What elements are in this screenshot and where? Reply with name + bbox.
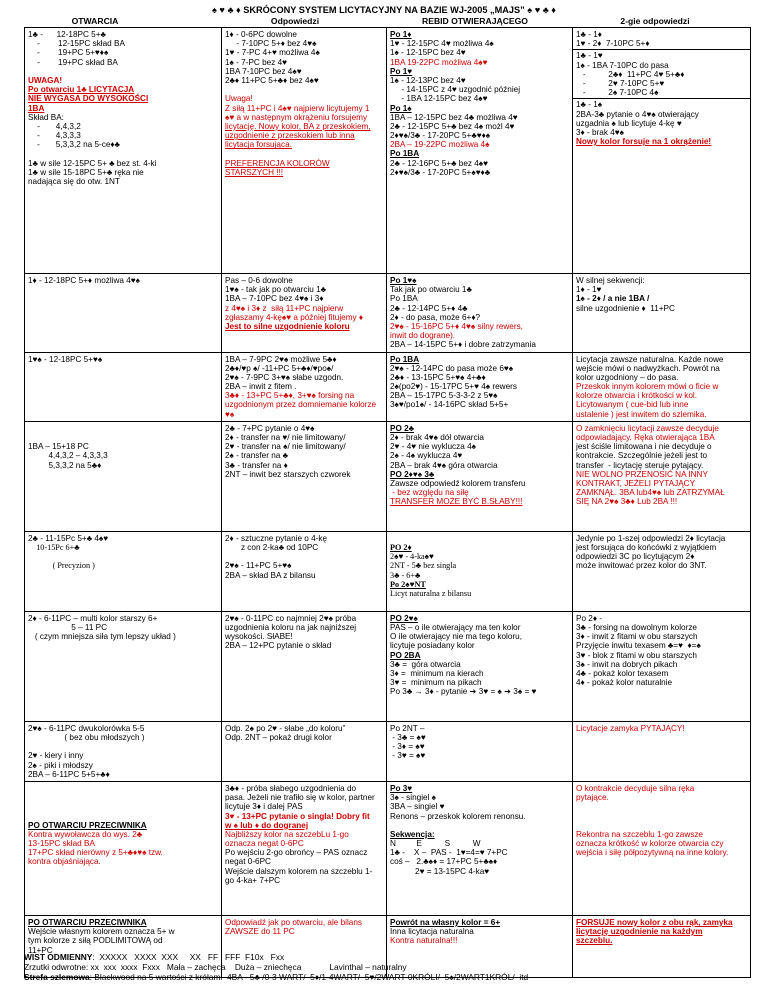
- cell-line: licytuje posiadany kolor: [390, 641, 475, 651]
- cell-line: Rekontra na szczeblu 1-go zawsze: [576, 829, 703, 839]
- cell-line: [28, 149, 218, 158]
- cell-line: uzgodnionym przez domniemanie kolorze: [225, 400, 377, 410]
- footer-text-wist: : XXXXX XXXX XXX XX FF FFF F10x Fxx: [92, 952, 285, 962]
- cell-line: szczeblu.: [576, 936, 613, 946]
- cell-line: w ♠ lub ♦ do dogranej: [225, 820, 309, 830]
- cell-line: Przyjęcie inwitu texasem ♣=♥ ♦=♠: [576, 641, 701, 651]
- cell-line: 2♥♠ - 0-11PC co najmniej 2♥♠ próba: [225, 613, 357, 623]
- cell-line: 2♥♠ - 7-9PC 3+♥♠ słabe uzgodn.: [225, 372, 344, 382]
- cell-line: Licyt naturalna z bilansu: [390, 588, 472, 598]
- cell-line: Wejście dalszym kolorem na szczeblu 1-: [225, 866, 373, 876]
- cell-c4: [573, 28, 751, 274]
- system-row: [25, 421, 751, 531]
- cell-line: licytację. Nowy kolor, BA z przeskokiem,: [225, 121, 371, 131]
- cell-line: O kontrakcie decyduje silna ręka: [576, 783, 695, 793]
- footer-label-wist: WIST ODMIENNY: [24, 952, 93, 962]
- cell-line: 3♦ = minimum na kierach: [390, 668, 484, 678]
- cell-line: z con 2-ka♣ od 10PC: [225, 543, 319, 552]
- cell-line: 1♠ - 12-15PC bez 4♥: [390, 48, 466, 58]
- cell-line: TRANSFER MOŻE BYĆ B.SŁABY!!!: [390, 497, 523, 507]
- cell-line: 1♥ - 2♦ 7-10PC 5+♦: [576, 39, 650, 49]
- cell-c4: [573, 274, 751, 353]
- cell-c3: [387, 421, 573, 531]
- cell-line: uzgadnia ♠ lub licytuje 4-kę ♥: [576, 118, 682, 128]
- cell-line: - 14-15PC z 4♥ uzgodnić później: [390, 85, 521, 95]
- cell-line: W silnej sekwencji:: [576, 276, 645, 285]
- cell-line: 1♠ - 7-PC bez 4♥: [225, 57, 287, 67]
- cell-line: SIĘ NA 2♥♠ 3♣♦ Lub 2BA !!!: [576, 497, 678, 507]
- cell-line: 1BA 7-10PC bez 4♠♥: [225, 66, 302, 76]
- cell-line: Po 1BA: [390, 294, 418, 304]
- cell-c1: [25, 781, 222, 915]
- cell-line: zgłaszamy 4-kę♠♥ a później fitujemy ♦: [225, 312, 364, 322]
- cell-line: 3♥ - blok z fitami w obu starszych: [576, 650, 697, 660]
- cell-line: 1♦ - 12-18PC 5+♦ możliwa 4♥♠: [28, 276, 140, 285]
- cell-line: - 5,3,3,2 na 5-ce♦♣: [28, 140, 120, 150]
- cell-line: Kontra naturalna!!!: [390, 936, 458, 946]
- header-opening: OTWARCIA: [71, 16, 119, 26]
- footer-text-strefa: : Blackwood na 5 wartości z królami 4BA - 5♣ /0-3 WART/ 5♦/1-4WART/ 5♥/2WART-0KRÓLI/ 5♠/2WART1KRÓL/ itd: [89, 972, 529, 983]
- cell-line: [28, 742, 218, 751]
- system-row: [25, 781, 751, 915]
- cell-divider: [573, 49, 750, 50]
- cell-line: - 19+PC 5+♥♦♠: [28, 48, 109, 58]
- cell-line: 2♠ - transfer na ♣: [225, 451, 288, 461]
- cell-line: Najbliższy kolor na szczebLu 1-go: [225, 829, 349, 839]
- cell-line: 2♠ - 4♠ wyklucza 4♥: [390, 451, 463, 461]
- cell-line: Po 1♠: [390, 103, 412, 113]
- cell-c4: [573, 781, 751, 915]
- cell-line: Odp. 2♠ po 2♥ - słabe „do koloru”: [225, 723, 346, 733]
- cell-line: Inna licytacja naturalna: [390, 927, 474, 937]
- cell-line: Licytowanym ( cue-bid lub inne: [576, 400, 689, 410]
- cell-line: 2BA – 19-22PC możliwa 4♠: [390, 140, 490, 150]
- cell-line: uzgodnienia koloru na jak najniższej: [225, 623, 357, 632]
- cell-line: 1BA – 15+18 PC: [28, 442, 89, 452]
- cell-line: 2BA – inwit z fitem .: [225, 382, 297, 392]
- cell-line: [28, 424, 218, 433]
- cell-line: 2♥♠ - 11+PC 5+♥♠: [225, 561, 292, 571]
- cell-line: UWAGA!: [28, 75, 63, 85]
- cell-c3: [387, 274, 573, 353]
- cell-line: 2♠ - piki i młodszy: [28, 760, 93, 770]
- cell-line: odpowiedzi 3C po licytującym 2♦: [576, 552, 695, 562]
- cell-c3: [387, 781, 573, 915]
- footer-line-wist: [24, 952, 764, 962]
- cell-line: PO OTWARCIU PRZECIWNIKA: [28, 820, 147, 830]
- cell-line: - 2♠ 7-10PC 4♠: [576, 88, 659, 98]
- cell-line: 2NT - 5♣ bez singla: [390, 561, 457, 571]
- cell-line: - 2♣♦ 11+PC 4♥ 5+♣♦: [576, 69, 685, 79]
- cell-line: 1♦ - 1♥: [576, 285, 602, 295]
- cell-c2: [222, 611, 387, 721]
- cell-line: 2♣ - 12-14PC 5+♦ 4♣: [390, 303, 468, 313]
- cell-line: oznacza negat 0-6PC: [225, 839, 304, 849]
- cell-line: [390, 534, 569, 543]
- cell-line: pasa. Jeżeli nie trafiło się w kolor, partner: [225, 793, 375, 803]
- footer: [24, 952, 764, 982]
- cell-c1: [25, 421, 222, 531]
- cell-line: 11+PC: [28, 945, 53, 955]
- cell-line: 1♦ - 0-6PC dowolne: [225, 30, 297, 39]
- cell-line: Renons – przeskok kolorem renonsu.: [390, 811, 526, 821]
- cell-c2: [222, 781, 387, 915]
- cell-line: 1♥ - 12-15PC 4♥ możliwa 4♠: [390, 39, 494, 49]
- cell-line: [225, 552, 383, 561]
- cell-line: 2♥ - transfer na ♠/ nie limitowany/: [225, 442, 346, 452]
- cell-line: NIE WYGASA DO WYSOKOŚCI: [28, 94, 149, 104]
- cell-line: NIE WOLNO PRZENOSIĆ NA INNY: [576, 469, 708, 479]
- cell-line: - 3♣ = ♠♥: [390, 733, 426, 742]
- cell-line: FORSUJE nowy kolor z obu rąk, zamyka: [576, 917, 733, 927]
- cell-line: 1♣ - 12-18PC 5+♣: [28, 30, 106, 39]
- cell-line: odpowiadający. Ręka otwierająca 1BA: [576, 433, 715, 442]
- cell-line: jest ściśle limitowana i nie decyduje o: [576, 442, 712, 452]
- cell-line: ( czym mniejsza siła tym lepszy układ ): [28, 632, 176, 642]
- cell-line: 3♠ - singiel ♠: [390, 793, 437, 803]
- cell-line: 2BA – 15-17PC 5-3-3-2 z 5♥♠: [390, 391, 498, 401]
- cell-line: 2♦ - sztuczne pytanie o 4-kę: [225, 533, 328, 543]
- cell-c4: [573, 352, 751, 421]
- cell-line: Licytacje zamyka PYTAJĄCY!: [576, 723, 685, 733]
- cell-line: [225, 85, 383, 94]
- cell-line: 2BA – 6-11PC 5+5+♣♦: [28, 769, 110, 779]
- cell-c1: [25, 352, 222, 421]
- cell-line: silne uzgodnienie ♦ 11+PC: [576, 303, 675, 313]
- cell-line: 10-15Pc 6+♣: [28, 543, 80, 552]
- footer-line-zrzutki: [24, 962, 764, 972]
- cell-line: negat 0-6PC: [225, 857, 271, 867]
- cell-line: - 2♥ 7-10PC 5+♥: [576, 78, 665, 88]
- cell-line: 1BA 19-22PC możliwa 4♠♥: [390, 57, 488, 67]
- system-row: [25, 274, 751, 353]
- cell-line: 3♣♦ - próba słabego uzgodnienia do: [225, 783, 357, 793]
- cell-line: licytacja forsująca.: [225, 140, 292, 150]
- cell-line: [576, 821, 747, 830]
- cell-line: 2♥♠ - 15-16PC 5+♦ 4♥♠ silny rewers,: [390, 321, 523, 331]
- cell-line: wejścia i siłę półpozytywną na inne kolory.: [576, 848, 729, 858]
- cell-line: ( bez obu młodszych ): [28, 733, 145, 742]
- cell-line: PO 2♦: [390, 543, 412, 552]
- cell-line: 3♥ = minimum na pikach: [390, 678, 482, 688]
- cell-line: PAS – o ile otwierający ma ten kolor: [390, 623, 521, 632]
- cell-c2: [222, 421, 387, 531]
- cell-line: 4,4,3,2 – 4,3,3,3: [28, 451, 108, 461]
- cell-line: - 3♥ = ♠♥: [390, 751, 426, 761]
- cell-line: licytuje 3♦ i dalej PAS: [225, 802, 303, 812]
- cell-line: 3BA – singiel ♥: [390, 802, 445, 812]
- cell-line: Odpowiadź jak po otwarciu, ale bilans: [225, 917, 362, 927]
- cell-c2: [222, 531, 387, 611]
- cell-line: Wejście własnym kolorem oznacza 5+ w: [28, 927, 175, 937]
- cell-line: 1♣ w sile 12-15PC 5+ ♣ bez st. 4-ki: [28, 158, 157, 168]
- cell-line: z 4♥♠ i 3♦ z siłą 11+PC najpierw: [225, 303, 344, 313]
- cell-line: Pas – 0-6 dowolne: [225, 276, 293, 285]
- cell-line: 2BA-3♣ pytanie o 4♥♠ otwierający: [576, 109, 699, 119]
- cell-line: 2BA – brak 4♥♠ góra otwarcia: [390, 460, 498, 470]
- cell-line: oznacza krótkość w kolorze otwarcia czy: [576, 839, 724, 849]
- cell-line: 17+PC skład nierówny z 5+♣♦♥♠ tzw.: [28, 848, 163, 858]
- cell-line: może inwitować przez kolor do 3NT.: [576, 561, 707, 571]
- cell-line: 2BA – 12+PC pytanie o skład: [225, 641, 332, 651]
- cell-c3: [387, 352, 573, 421]
- cell-line: 1♠ - 12-13PC bez 4♥: [390, 75, 466, 85]
- cell-line: PO 2BA: [390, 650, 421, 660]
- cell-line: 3♠ - inwit na dobrych pikach: [576, 659, 678, 669]
- system-row: [25, 611, 751, 721]
- cell-line: 2♦♥♠/3♣ - 17-20PC 5+♠♥♦♣: [390, 167, 491, 177]
- cell-line: 3♣ - transfer na ♦: [225, 460, 288, 470]
- cell-line: 2BA – 14-15PC 5+♦ i dobre zatrzymania: [390, 340, 536, 350]
- cell-line: 1BA: [28, 103, 45, 113]
- cell-line: nadająca się do otw. 1NT: [28, 177, 120, 186]
- cell-line: [28, 784, 218, 793]
- cell-line: Po otwarciu 1♣ LICYTACJA: [28, 85, 135, 95]
- cell-line: 3♠♥/po1♠/ - 14-16PC skład 5+5+: [390, 400, 509, 410]
- cell-c2: [222, 274, 387, 353]
- cell-line: 1BA – 12-15PC bez 4♣ możliwa 4♥: [390, 112, 518, 122]
- cell-line: Po 2♦ -: [576, 613, 603, 623]
- cell-line: - 7-10PC 5+♦ bez 4♥♠: [225, 39, 317, 49]
- cell-line: 3♦ - brak 4♥♠: [576, 127, 624, 137]
- system-table: [24, 27, 751, 978]
- cell-line: 2♥ - 4♥ nie wyklucza 4♠: [390, 442, 476, 452]
- cell-line: Jedynie po 1-szej odpowiedzi 2♦ licytacja: [576, 533, 726, 543]
- cell-line: 1♣ w sile 15-18PC 5+♣ ręka nie: [28, 167, 144, 177]
- cell-line: uzgodnienie z przeskokiem lub inna: [225, 131, 355, 141]
- cell-line: Licytacja zawsze naturalna. Każde nowe: [576, 354, 724, 364]
- cell-line: ( Precyzion ): [28, 561, 95, 571]
- cell-line: wysokości. SłABE!: [225, 632, 293, 642]
- cell-line: Skład BA:: [28, 112, 64, 122]
- system-row: [25, 352, 751, 421]
- cell-line: [28, 552, 218, 561]
- header-response: Odpowiedzi: [270, 16, 320, 26]
- cell-line: kontra objaśniająca.: [28, 857, 101, 867]
- cell-line: O zamknięciu licytacji zawsze decyduje: [576, 423, 719, 433]
- cell-line: go 4-ka+ 7+PC: [225, 875, 281, 885]
- cell-line: ZAMKNĄŁ. 3BA lub4♥♠ lub ZATRZYMAŁ: [576, 488, 725, 498]
- cell-c2: [222, 28, 387, 274]
- cell-line: 1♠ - 1BA 7-10PC do pasa: [576, 60, 669, 70]
- cell-line: PO OTWARCIU PRZECIWNIKA: [28, 917, 147, 927]
- cell-c1: [25, 611, 222, 721]
- cell-line: 3♣ - 6+♣: [390, 570, 421, 580]
- cell-c2: [222, 721, 387, 781]
- cell-line: 2♥♠ - 6-11PC dwukolorówka 5-5: [28, 723, 145, 733]
- cell-line: O ile otwierający nie ma tego koloru,: [390, 632, 522, 642]
- footer-text-zrzutki: Zrzutki odwrotne: xx xxx xxxx Fxxx Mała – zachęca Duża – zniechęca Lavinthal – naturalny: [24, 962, 407, 973]
- cell-line: - bez względu na siłę: [390, 488, 469, 498]
- cell-line: Sekwencja:: [390, 829, 435, 839]
- cell-line: 1BA – 7-9PC 2♥♠ możliwe 5♣♦: [225, 354, 337, 364]
- cell-line: 5 – 11 PC: [28, 623, 108, 632]
- cell-line: [225, 149, 383, 158]
- cell-line: Po 1♥♠: [390, 276, 417, 285]
- footer-label-strefa: Strefa szlemowa: [24, 972, 90, 983]
- cell-line: 3♣ = góra otwarcia: [390, 659, 461, 669]
- cell-line: 4♦ - pokaż kolor naturalnie: [576, 678, 673, 688]
- cell-line: licytację uzgodnienie na każdym: [576, 927, 703, 937]
- cell-line: jest forsująca do końcówki z wyjątkiem: [576, 543, 717, 552]
- header-rebid: REBID OTWIERAJĄCEGO: [422, 16, 528, 26]
- cell-line: 2♣ - 11-15Pc 5+♣ 4♠♥: [28, 533, 109, 543]
- cell-line: Uwaga!: [225, 94, 253, 104]
- cell-line: 2♣ - 12-15PC 5+♣ bez 4♠ możl 4♥: [390, 121, 515, 131]
- cell-line: ZAWSZE do 11 PC: [225, 927, 295, 937]
- cell-line: 2♣♦/♥p ♠/ -11+PC 5+♣♦/♥po♠/: [225, 363, 334, 373]
- header-second: 2-gie odpowiedzi: [620, 16, 690, 26]
- cell-c1: [25, 274, 222, 353]
- cell-line: [28, 67, 218, 76]
- page-title: ♠ ♥ ♣ ♦ SKRÓCONY SYSTEM LICYTACYJNY NA BAZIE WJ-2005 „MAJS” ♠ ♥ ♣ ♦: [212, 5, 556, 15]
- cell-line: Odp. 2NT – pokaż drugi kolor: [225, 733, 332, 742]
- cell-line: tym kolorze z siłą PODLIMITOWĄ od: [28, 936, 163, 946]
- cell-line: 2♣ - 7+PC pytanie o 4♥♠: [225, 423, 315, 433]
- cell-line: 5,3,3,2 na 5♣♦: [28, 460, 102, 470]
- cell-line: 4♣ - pokaż kolor texasem: [576, 668, 669, 678]
- cell-line: - 1BA 12-15PC bez 4♠♥: [390, 94, 488, 104]
- cell-line: 2♣♦ - 13-15PC 5+♥♠ 4+♣♦: [390, 372, 486, 382]
- cell-line: 3♦ - inwit z fitami w obu starszych: [576, 632, 698, 642]
- cell-line: 1♥♠ - 12-18PC 5+♥♠: [28, 354, 103, 364]
- cell-line: 13-15PC skład BA: [28, 839, 95, 849]
- cell-line: [28, 433, 218, 442]
- cell-line: 3♣♦ - 13+PC 5+♣♦, 3+♥♠ forsing na: [225, 391, 355, 401]
- cell-line: 1♣ - 1♥: [576, 51, 603, 61]
- cell-line: [576, 812, 747, 821]
- cell-line: Po 3♥: [390, 783, 413, 793]
- cell-line: Po wejściu 2-go obrońcy – PAS oznacz: [225, 848, 368, 858]
- cell-line: 2♥ - kiery i inny: [28, 751, 84, 761]
- cell-line: [390, 821, 569, 830]
- cell-line: 3♣ - forsing na dowolnym kolorze: [576, 623, 697, 632]
- footer-line-strefa: [24, 972, 764, 982]
- cell-line: 1♥ - 7-PC 4+♥ możliwa 4♠: [225, 48, 320, 58]
- cell-c1: [25, 531, 222, 611]
- cell-line: KONTRAKT, JEŻELI PYTAJĄCY: [576, 478, 696, 488]
- cell-line: ustalenie ) jest inwitem do szlemika.: [576, 409, 707, 419]
- cell-c3: [387, 721, 573, 781]
- cell-line: Po 1♥: [390, 66, 413, 76]
- cell-line: 2♦ - transfer na ♥/ nie limitowany/: [225, 433, 346, 442]
- cell-line: 2♣ - 12-16PC 5+♣ bez 4♠♥: [390, 158, 489, 168]
- cell-line: 2♦ - brak 4♥♠ dół otwarcia: [390, 433, 484, 442]
- cell-line: kolor uzgodniony – do pasa.: [576, 372, 679, 382]
- cell-line: - 4,4,3,2: [28, 121, 81, 131]
- cell-c4: [573, 421, 751, 531]
- cell-line: Zawsze odpowiedź kolorem transferu: [390, 478, 526, 488]
- cell-line: - 19+PC skład BA: [28, 57, 118, 67]
- cell-c1: [25, 28, 222, 274]
- cell-line: kolorze otwarcia i krótkości w kol.: [576, 391, 698, 401]
- cell-line: pytające.: [576, 793, 609, 803]
- system-row: [25, 721, 751, 781]
- cell-line: coś – 2.♣♠♦ = 17+PC 5+♣♠♦: [390, 857, 498, 867]
- system-row: [25, 28, 751, 274]
- cell-line: Po 2NT –: [390, 723, 425, 733]
- cell-c4: [573, 721, 751, 781]
- cell-line: N E S W: [390, 839, 481, 849]
- cell-c3: [387, 611, 573, 721]
- cell-line: 2♦ - 6-11PC – multi kolor starszy 6+: [28, 613, 158, 623]
- cell-line: Po 3♣ → 3♦ - pytanie ➔ 3♥ = ♠ ➔ 3♠ = ♥: [390, 687, 537, 697]
- cell-line: 2♠(po2♥) - 15-17PC 5+♥ 4♠ rewers: [390, 382, 517, 392]
- cell-line: PO 2♦♥♠ 3♣: [390, 469, 435, 479]
- cell-line: Powrót na własny kolor = 6+: [390, 917, 501, 927]
- cell-line: 1♣ - 1♠: [576, 100, 603, 110]
- cell-line: Po 1BA: [390, 149, 420, 159]
- cell-line: Po 2♠♥NT: [390, 579, 426, 589]
- cell-line: inwit do dograne).: [390, 331, 456, 341]
- cell-line: 2BA – skład BA z bilansu: [225, 570, 316, 580]
- cell-line: PO 2♥♠: [390, 613, 418, 623]
- cell-line: PO 2♣: [390, 423, 415, 433]
- cell-line: Nowy kolor forsuje na 1 okrążenie!: [576, 137, 712, 147]
- cell-line: 1♠ - 2♦ / a nie 1BA /: [576, 294, 650, 304]
- cell-c4: [573, 611, 751, 721]
- cell-line: 2NT – inwit bez starszych czworek: [225, 469, 351, 479]
- cell-line: kontrakcie. Szczególnie jeżeli jest to: [576, 451, 708, 461]
- system-row: [25, 531, 751, 611]
- cell-line: [28, 812, 218, 821]
- cell-line: Z siłą 11+PC i 4♠♥ najpierw licytujemy 1: [225, 103, 370, 113]
- cell-line: 2♠♥ - 4-ka♠♥: [390, 552, 434, 562]
- cell-line: Kontra wywoławcza do wys. 2♣: [28, 829, 143, 839]
- cell-line: transfer - licytację steruje pytający.: [576, 460, 704, 470]
- cell-line: 1♣ - X – PAS - 1♥=4=♥ 7+PC: [390, 848, 508, 858]
- cell-c3: [387, 531, 573, 611]
- cell-line: - 12-15PC skład BA: [28, 39, 125, 49]
- cell-line: ♥♠: [225, 409, 235, 419]
- cell-c2: [222, 352, 387, 421]
- cell-line: [28, 802, 218, 811]
- cell-line: 3♥ - 13+PC pytanie o singla! Dobry fit: [225, 811, 370, 821]
- cell-line: - 3♦ = ♠♥: [390, 742, 425, 752]
- cell-line: Tak jak po otwarciu 1♣: [390, 285, 472, 295]
- cell-line: 1BA – 7-10PC bez 4♥♠ i 3♦: [225, 294, 324, 304]
- cell-line: 1♣ - 1♦: [576, 30, 602, 39]
- cell-line: wejście mówi o nadwyżkach. Powrót na: [576, 363, 720, 373]
- cell-line: - 4,3,3,3: [28, 131, 81, 141]
- cell-line: 2♣♦ 11+PC 5+♣♦ bez 4♠♥: [225, 75, 319, 85]
- cell-c1: [25, 721, 222, 781]
- cell-line: 1♥♠ - tak jak po otwarciu 1♣: [225, 285, 327, 295]
- cell-line: [576, 802, 747, 811]
- cell-c4: [573, 531, 751, 611]
- cell-line: Przeskok innym kolorem mówi o ficie w: [576, 382, 719, 392]
- cell-line: PREFERENCJA KOLORÓW: [225, 158, 330, 168]
- cell-line: STARSZYCH !!!: [225, 167, 284, 177]
- cell-line: Jest to silne uzgodnienie koloru: [225, 321, 350, 331]
- cell-divider: [573, 98, 750, 99]
- cell-line: 2♦♥♠/3♣ - 17-20PC 5+♣♥♦♠: [390, 131, 491, 141]
- cell-line: ♠♥ a w następnym okrążeniu forsujemy: [225, 112, 368, 122]
- cell-c3: [387, 28, 573, 274]
- cell-line: Po 1BA: [390, 354, 420, 364]
- cell-line: 2♦ - do pasa, może 6+♦?: [390, 312, 481, 322]
- cell-line: [28, 793, 218, 802]
- cell-line: 2♥♠ - 12-14PC do pasa może 6♥♠: [390, 363, 514, 373]
- cell-line: Po 1♦: [390, 30, 412, 39]
- cell-line: 2♥ = 13-15PC 4-ka♥: [390, 866, 490, 876]
